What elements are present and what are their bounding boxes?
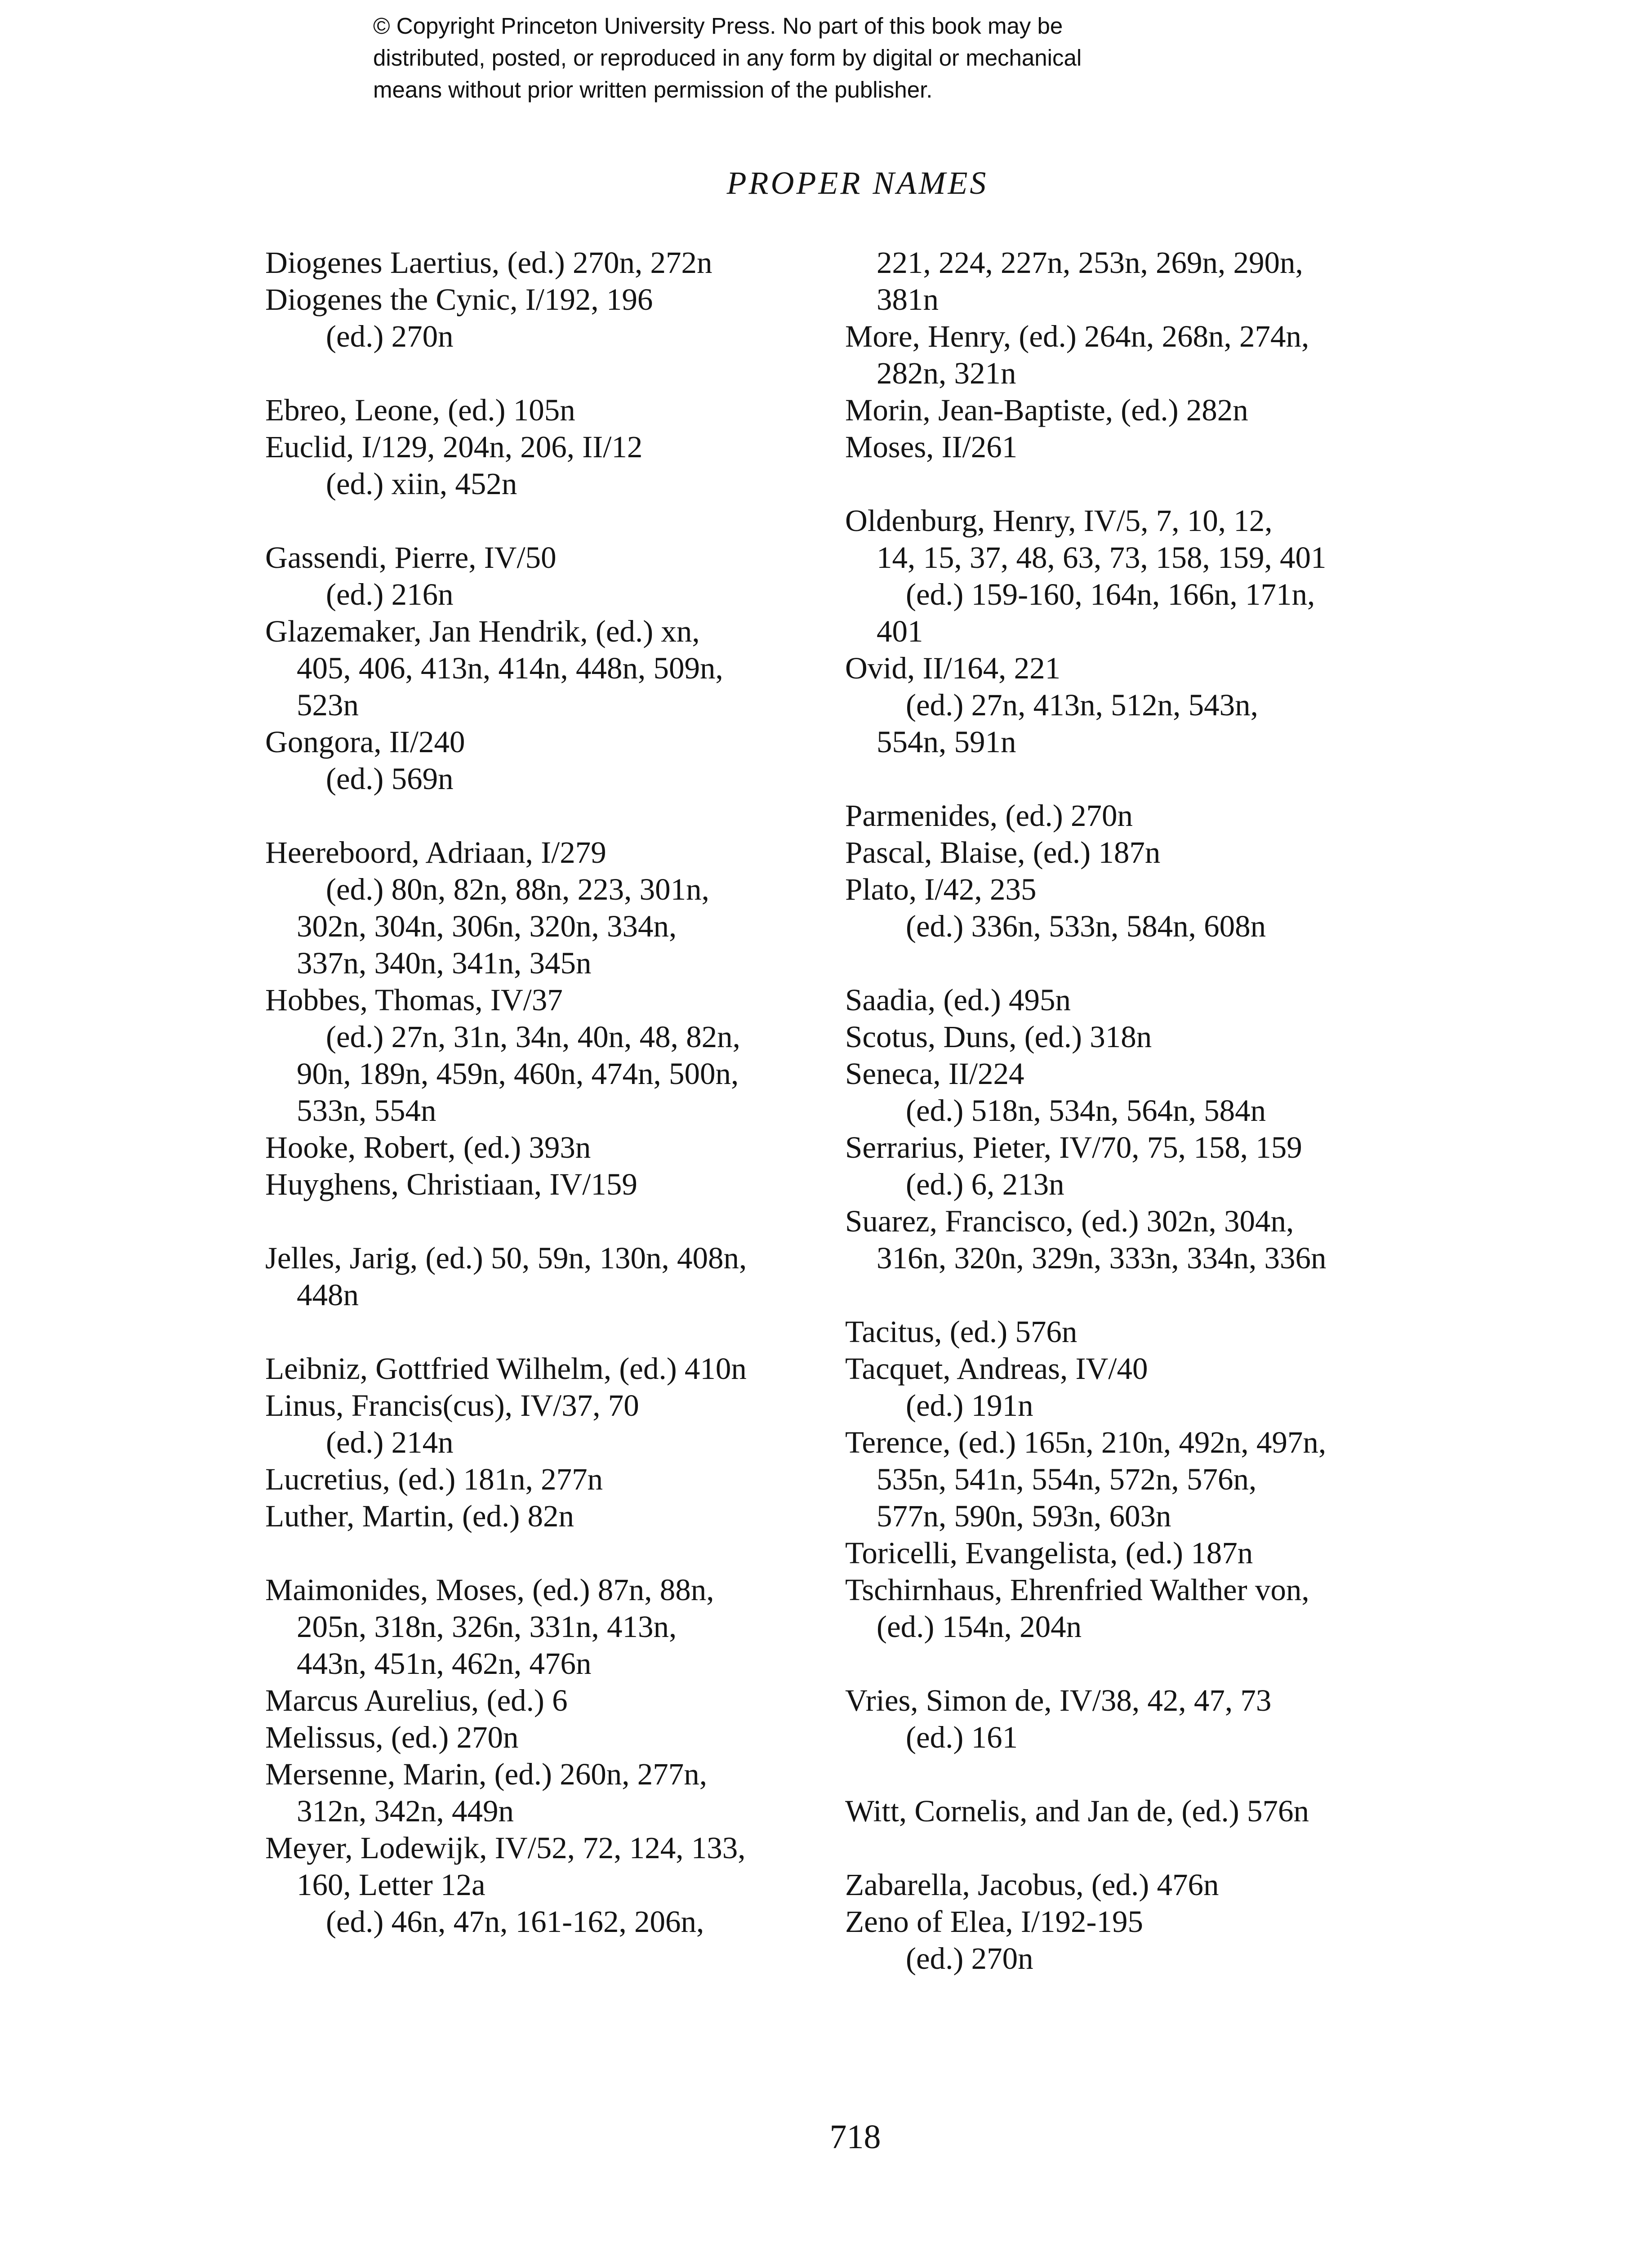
index-subentry: 401 bbox=[877, 614, 923, 648]
index-entry: Diogenes Laertius, (ed.) 270n, 272n bbox=[265, 245, 712, 280]
index-subentry: 535n, 541n, 554n, 572n, 576n, bbox=[877, 1462, 1257, 1496]
index-entry: Huyghens, Christiaan, IV/159 bbox=[265, 1167, 637, 1201]
index-gap bbox=[265, 797, 805, 834]
index-entry: Scotus, Duns, (ed.) 318n bbox=[845, 1020, 1152, 1054]
index-subentry: 302n, 304n, 306n, 320n, 334n, bbox=[297, 909, 677, 943]
index-entry: Linus, Francis(cus), IV/37, 70 bbox=[265, 1388, 639, 1423]
index-entry: Gongora, II/240 bbox=[265, 725, 465, 759]
index-entry: Tacquet, Andreas, IV/40 bbox=[845, 1351, 1148, 1386]
index-subentry: 316n, 320n, 329n, 333n, 334n, 336n bbox=[877, 1241, 1327, 1275]
index-subentry: 577n, 590n, 593n, 603n bbox=[877, 1499, 1171, 1533]
index-entry: Tschirnhaus, Ehrenfried Walther von, bbox=[845, 1573, 1309, 1607]
index-entry: Serrarius, Pieter, IV/70, 75, 158, 159 bbox=[845, 1130, 1302, 1164]
index-entry: Meyer, Lodewijk, IV/52, 72, 124, 133, bbox=[265, 1831, 746, 1865]
index-subentry: 523n bbox=[297, 688, 359, 722]
page-number: 718 bbox=[829, 2118, 881, 2156]
index-entry: Seneca, II/224 bbox=[845, 1057, 1024, 1091]
index-gap bbox=[265, 1203, 805, 1240]
index-entry: Diogenes the Cynic, I/192, 196 bbox=[265, 282, 653, 317]
index-column-right bbox=[845, 244, 1429, 1977]
index-subentry: 90n, 189n, 459n, 460n, 474n, 500n, bbox=[297, 1057, 739, 1091]
index-subentry: 405, 406, 413n, 414n, 448n, 509n, bbox=[297, 651, 723, 685]
index-subentry: 554n, 591n bbox=[877, 725, 1016, 759]
index-subentry: (ed.) 27n, 31n, 34n, 40n, 48, 82n, bbox=[326, 1020, 740, 1054]
index-entry: Ebreo, Leone, (ed.) 105n bbox=[265, 393, 575, 427]
index-subentry: (ed.) 80n, 82n, 88n, 223, 301n, bbox=[326, 872, 709, 906]
index-column-left bbox=[265, 244, 805, 1940]
index-subentry: 205n, 318n, 326n, 331n, 413n, bbox=[297, 1610, 677, 1644]
index-entry: Vries, Simon de, IV/38, 42, 47, 73 bbox=[845, 1683, 1272, 1717]
index-entry: Plato, I/42, 235 bbox=[845, 872, 1037, 906]
index-entry: Hooke, Robert, (ed.) 393n bbox=[265, 1130, 591, 1164]
index-entry: Zabarella, Jacobus, (ed.) 476n bbox=[845, 1868, 1219, 1902]
index-gap bbox=[265, 355, 805, 392]
index-gap bbox=[845, 1829, 1429, 1866]
index-subentry: 381n bbox=[877, 282, 939, 317]
index-subentry: (ed.) 159-160, 164n, 166n, 171n, bbox=[906, 577, 1315, 611]
index-entry: Moses, II/261 bbox=[845, 430, 1018, 464]
index-subentry: 282n, 321n bbox=[877, 356, 1016, 390]
index-subentry: (ed.) 154n, 204n bbox=[877, 1610, 1082, 1644]
index-entry: Heereboord, Adriaan, I/279 bbox=[265, 835, 606, 870]
index-gap bbox=[845, 760, 1429, 797]
index-subentry: (ed.) 270n bbox=[326, 319, 454, 353]
index-gap bbox=[845, 1276, 1429, 1313]
index-subentry: 533n, 554n bbox=[297, 1093, 436, 1128]
copyright-line: distributed, posted, or reproduced in any form by digital or mechanical bbox=[373, 45, 1082, 71]
index-entry: Saadia, (ed.) 495n bbox=[845, 983, 1071, 1017]
index-entry: Gassendi, Pierre, IV/50 bbox=[265, 540, 557, 575]
index-subentry: (ed.) xiin, 452n bbox=[326, 467, 517, 501]
index-subentry: (ed.) 46n, 47n, 161-162, 206n, bbox=[326, 1905, 704, 1939]
index-subentry: (ed.) 518n, 534n, 564n, 584n bbox=[906, 1093, 1266, 1128]
index-subentry: (ed.) 569n bbox=[326, 762, 454, 796]
index-entry: Toricelli, Evangelista, (ed.) 187n bbox=[845, 1536, 1253, 1570]
index-entry: Parmenides, (ed.) 270n bbox=[845, 798, 1133, 833]
copyright-notice bbox=[373, 10, 1082, 106]
index-entry: Glazemaker, Jan Hendrik, (ed.) xn, bbox=[265, 614, 700, 648]
index-subentry: 160, Letter 12a bbox=[297, 1868, 485, 1902]
index-subentry: (ed.) 191n bbox=[906, 1388, 1033, 1423]
index-entry: Suarez, Francisco, (ed.) 302n, 304n, bbox=[845, 1204, 1294, 1238]
index-entry: Leibniz, Gottfried Wilhelm, (ed.) 410n bbox=[265, 1351, 747, 1386]
copyright-line: means without prior written permission of the publisher. bbox=[373, 77, 933, 103]
index-gap bbox=[265, 1534, 805, 1571]
index-entry: Morin, Jean-Baptiste, (ed.) 282n bbox=[845, 393, 1248, 427]
index-subentry: 14, 15, 37, 48, 63, 73, 158, 159, 401 bbox=[877, 540, 1327, 575]
index-subentry: 312n, 342n, 449n bbox=[297, 1794, 514, 1828]
index-subentry: 221, 224, 227n, 253n, 269n, 290n, bbox=[877, 245, 1303, 280]
index-gap bbox=[845, 945, 1429, 981]
index-subentry: (ed.) 270n bbox=[906, 1941, 1033, 1976]
index-subentry: (ed.) 27n, 413n, 512n, 543n, bbox=[906, 688, 1258, 722]
index-entry: Pascal, Blaise, (ed.) 187n bbox=[845, 835, 1161, 870]
index-subentry: 448n bbox=[297, 1278, 359, 1312]
index-subentry: 443n, 451n, 462n, 476n bbox=[297, 1646, 592, 1681]
index-subentry: (ed.) 336n, 533n, 584n, 608n bbox=[906, 909, 1266, 943]
index-entry: Mersenne, Marin, (ed.) 260n, 277n, bbox=[265, 1757, 708, 1791]
index-entry: Luther, Martin, (ed.) 82n bbox=[265, 1499, 574, 1533]
index-entry: Tacitus, (ed.) 576n bbox=[845, 1315, 1078, 1349]
index-gap bbox=[845, 1645, 1429, 1682]
index-subentry: 337n, 340n, 341n, 345n bbox=[297, 946, 592, 980]
index-entry: Jelles, Jarig, (ed.) 50, 59n, 130n, 408n, bbox=[265, 1241, 747, 1275]
page-heading: PROPER NAMES bbox=[726, 165, 989, 201]
copyright-line: © Copyright Princeton University Press. No part of this book may be bbox=[373, 13, 1063, 39]
index-entry: Marcus Aurelius, (ed.) 6 bbox=[265, 1683, 568, 1717]
index-entry: Witt, Cornelis, and Jan de, (ed.) 576n bbox=[845, 1794, 1309, 1828]
index-entry: Terence, (ed.) 165n, 210n, 492n, 497n, bbox=[845, 1425, 1327, 1459]
index-entry: Maimonides, Moses, (ed.) 87n, 88n, bbox=[265, 1573, 714, 1607]
index-subentry: (ed.) 216n bbox=[326, 577, 454, 611]
index-entry: Hobbes, Thomas, IV/37 bbox=[265, 983, 563, 1017]
index-subentry: (ed.) 161 bbox=[906, 1720, 1018, 1754]
index-subentry: (ed.) 214n bbox=[326, 1425, 454, 1459]
index-entry: Zeno of Elea, I/192-195 bbox=[845, 1905, 1143, 1939]
index-subentry: (ed.) 6, 213n bbox=[906, 1167, 1064, 1201]
index-entry: Ovid, II/164, 221 bbox=[845, 651, 1061, 685]
index-entry: Melissus, (ed.) 270n bbox=[265, 1720, 519, 1754]
index-entry: Lucretius, (ed.) 181n, 277n bbox=[265, 1462, 603, 1496]
index-entry: Oldenburg, Henry, IV/5, 7, 10, 12, bbox=[845, 504, 1273, 538]
index-entry: Euclid, I/129, 204n, 206, II/12 bbox=[265, 430, 643, 464]
index-entry: More, Henry, (ed.) 264n, 268n, 274n, bbox=[845, 319, 1309, 353]
index-gap bbox=[845, 465, 1429, 502]
index-gap bbox=[265, 502, 805, 539]
index-gap bbox=[845, 1756, 1429, 1793]
index-gap bbox=[265, 1313, 805, 1350]
